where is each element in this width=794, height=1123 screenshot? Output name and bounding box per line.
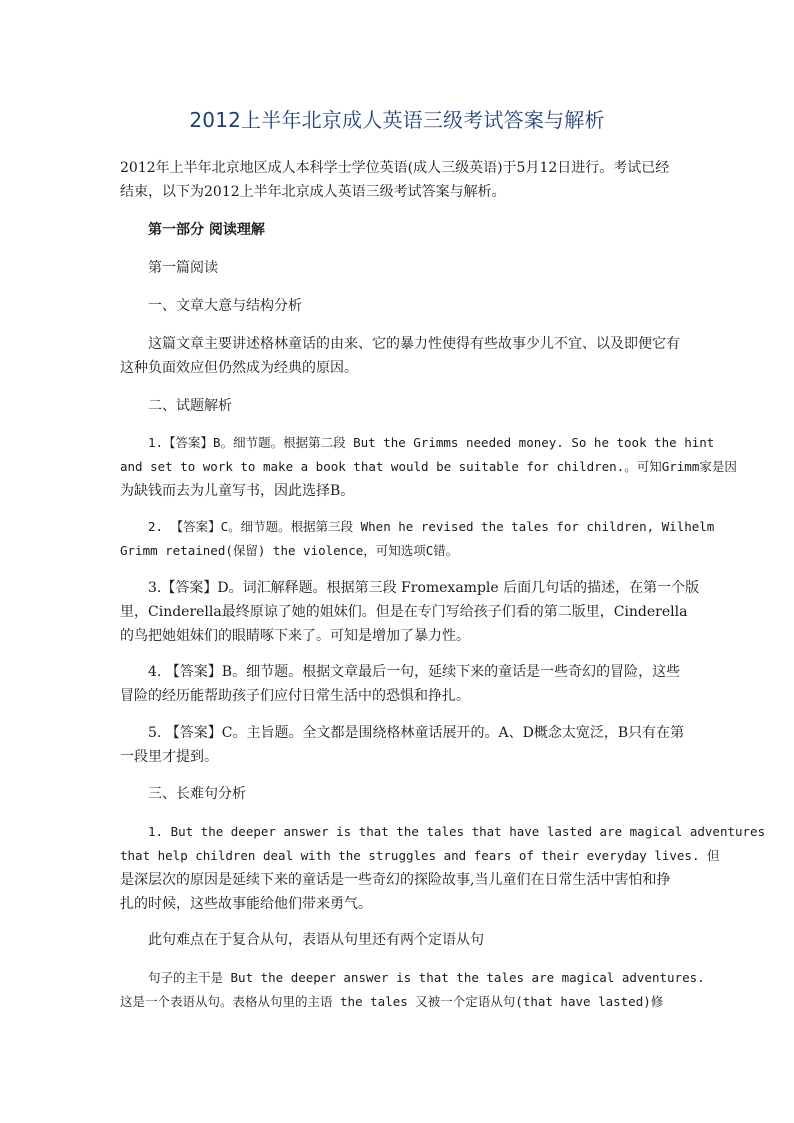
answer-q2: [120, 515, 715, 563]
intro-line: 2012年上半年北京地区成人本科学士学位英语(成人三级英语)于5月12日进行。考试已经: [120, 160, 670, 176]
stem-line: 这是一个表语从句。表格从句里的主语 the tales 又被一个定语从句(that have lasted)修: [120, 994, 664, 1009]
sentence-analysis-1: [120, 820, 766, 916]
part1-heading: 第一部分 阅读理解: [148, 222, 265, 238]
stem-line: 句子的主干是 But the deeper answer is that the tales are magical adventures.: [148, 970, 705, 985]
answer-line: 一段里才提到。: [120, 749, 218, 765]
summary-line: 这篇文章主要讲述格林童话的由来、它的暴力性使得有些故事少儿不宜、以及即便它有: [148, 336, 680, 352]
analysis-line: 扎的时候，这些故事能给他们带来勇气。: [120, 896, 372, 912]
passage1-heading: 第一篇阅读: [148, 260, 218, 276]
summary-paragraph: [120, 332, 710, 380]
answer-line: 冒险的经历能帮助孩子们应付日常生活中的恐惧和挣扎。: [120, 688, 470, 704]
intro-line: 结束，以下为2012上半年北京成人英语三级考试答案与解析。: [120, 184, 506, 200]
answer-line: 4. 【答案】B。细节题。根据文章最后一句，延续下来的童话是一些奇幻的冒险，这些: [148, 664, 681, 680]
analysis-line: 1. But the deeper answer is that the tales that have lasted are magical adventures: [148, 824, 766, 839]
sentence-stem: [120, 966, 710, 1014]
analysis-line: 是深层次的原因是延续下来的童话是一些奇幻的探险故事,当儿童们在日常生活中害怕和挣: [120, 872, 671, 888]
section3-heading: 三、长难句分析: [148, 786, 246, 802]
answer-line: 为缺钱而去为儿童写书，因此选择B。: [120, 483, 355, 499]
answer-line: Grimm retained(保留) the violence，可知选项C错。: [120, 543, 459, 558]
answer-line: 3.【答案】D。词汇解释题。根据第三段 Fromexample 后面几句话的描述，在第一个版: [148, 580, 700, 596]
difficulty-note: 此句难点在于复合从句，表语从句里还有两个定语从句: [148, 932, 484, 948]
intro-paragraph: [120, 156, 710, 204]
analysis-line: that help children deal with the struggles and fears of their everyday lives. 但: [120, 848, 720, 863]
answer-q5: [120, 721, 710, 769]
answer-q3: [120, 576, 710, 648]
answer-line: and set to work to make a book that would be suitable for children.。可知Grimm家是因: [120, 459, 737, 474]
section1-heading: 一、文章大意与结构分析: [148, 298, 302, 314]
answer-q1: [120, 431, 737, 503]
section2-heading: 二、试题解析: [148, 398, 232, 414]
answer-q4: [120, 660, 710, 708]
answer-line: 5. 【答案】C。主旨题。全文都是围绕格林童话展开的。A、D概念太宽泛，B只有在第: [148, 725, 685, 741]
answer-line: 2. 【答案】C。细节题。根据第三段 When he revised the tales for children, Wilhelm: [148, 519, 715, 534]
answer-line: 里，Cinderella最终原谅了她的姐妹们。但是在专门写给孩子们看的第二版里，Cinderella: [120, 604, 688, 620]
answer-line: 的鸟把她姐妹们的眼睛啄下来了。可知是增加了暴力性。: [120, 628, 470, 644]
answer-line: 1.【答案】B。细节题。根据第二段 But the Grimms needed money. So he took the hint: [148, 435, 715, 450]
summary-line: 这种负面效应但仍然成为经典的原因。: [120, 360, 358, 376]
page-title: 2012上半年北京成人英语三级考试答案与解析: [189, 108, 605, 132]
